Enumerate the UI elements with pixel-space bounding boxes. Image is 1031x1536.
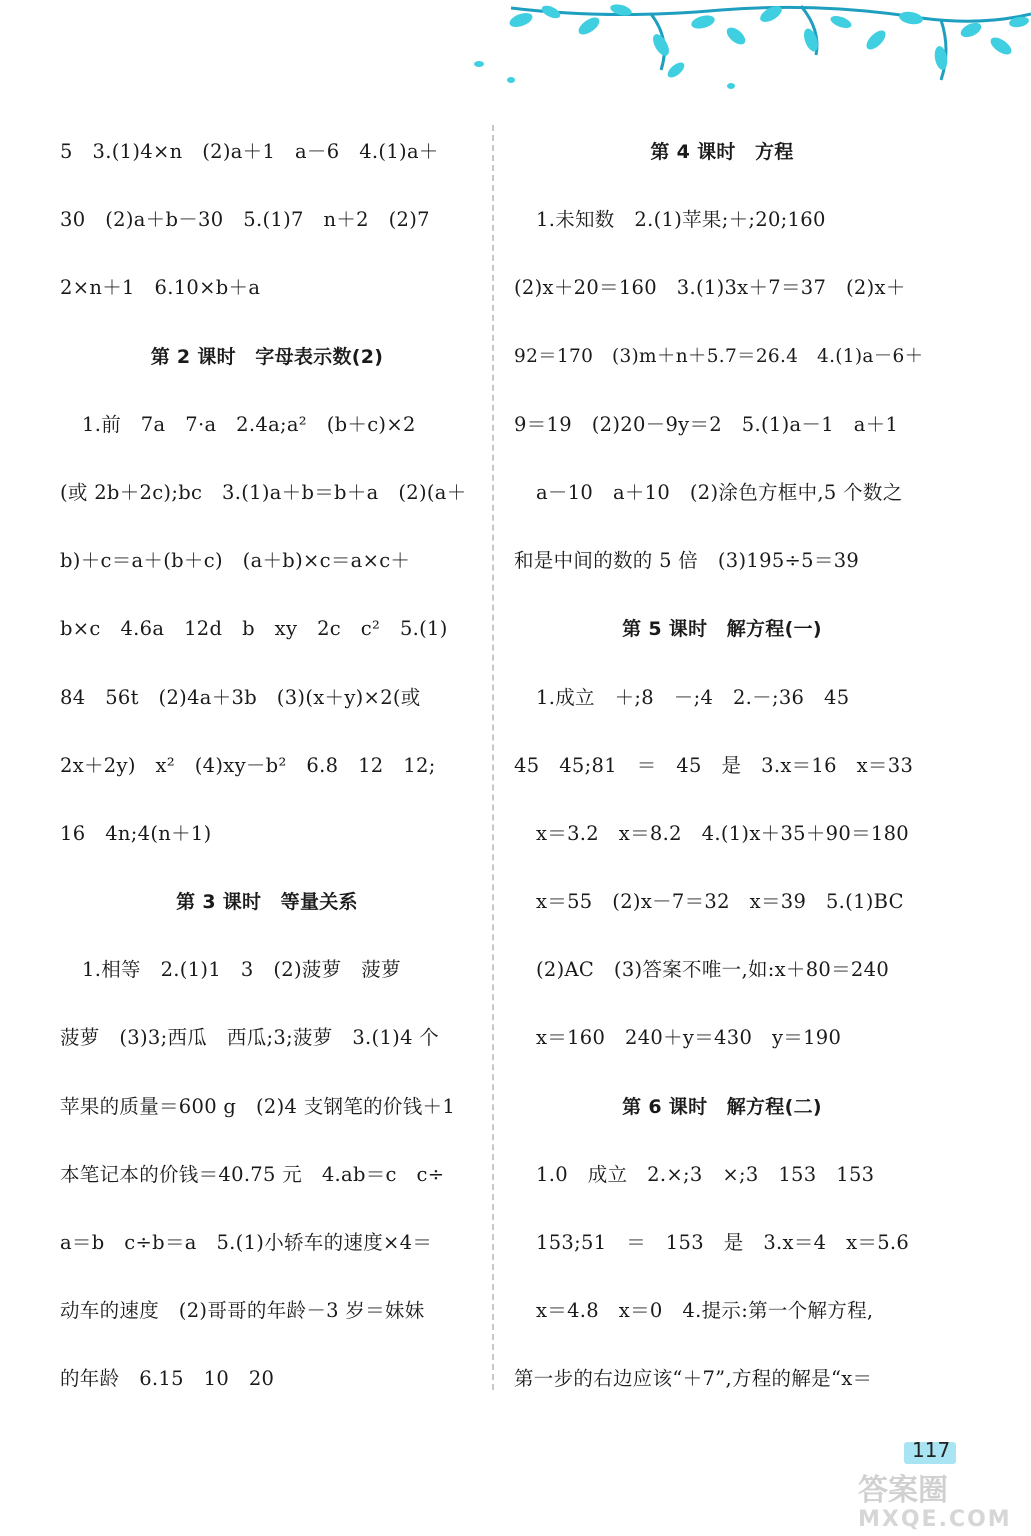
watermark-logo-text: 答案圈 — [858, 1473, 948, 1508]
right-answer-line: 1.成立 ＋;8 －;4 2.－;36 45 — [536, 685, 850, 709]
left-section-heading: 第 2 课时 字母表示数(2) — [150, 345, 384, 368]
left-answer-column — [60, 118, 474, 1414]
right-answer-line: (2)AC (3)答案不唯一,如:x＋80＝240 — [536, 958, 890, 982]
left-answer-line: b×c 4.6a 12d b xy 2c c² 5.(1) — [60, 617, 448, 641]
left-answer-line: 本笔记本的价钱＝40.75 元 4.ab＝c c÷ — [60, 1162, 445, 1186]
left-section-heading: 第 3 课时 等量关系 — [176, 891, 358, 914]
left-answer-line: 2x＋2y) x² (4)xy－b² 6.8 12 12; — [60, 753, 436, 777]
left-answer-line: 5 3.(1)4×n (2)a＋1 a－6 4.(1)a＋ — [60, 140, 439, 163]
right-answer-line: 1.未知数 2.(1)苹果;＋;20;160 — [536, 208, 826, 232]
left-answer-line: 1.前 7a 7·a 2.4a;a² (b＋c)×2 — [82, 412, 416, 436]
left-answer-line: 16 4n;4(n＋1) — [60, 821, 212, 845]
left-answer-line: a＝b c÷b＝a 5.(1)小轿车的速度×4＝ — [60, 1231, 433, 1254]
left-answer-line: 苹果的质量＝600 g (2)4 支钢笔的价钱＋1 — [60, 1094, 456, 1118]
right-answer-line: x＝55 (2)x－7＝32 x＝39 5.(1)BC — [536, 890, 904, 914]
left-answer-line: 2×n＋1 6.10×b＋a — [60, 276, 261, 300]
left-answer-line: 的年龄 6.15 10 20 — [60, 1367, 275, 1391]
right-answer-line: 和是中间的数的 5 倍 (3)195÷5＝39 — [514, 549, 860, 573]
right-answer-line: (2)x＋20＝160 3.(1)3x＋7＝37 (2)x＋ — [514, 276, 906, 300]
right-section-heading: 第 5 课时 解方程(一) — [622, 618, 822, 641]
left-answer-line: 动车的速度 (2)哥哥的年龄－3 岁＝妹妹 — [60, 1299, 425, 1323]
left-answer-line: (或 2b＋2c);bc 3.(1)a＋b＝b＋a (2)(a＋ — [60, 480, 467, 504]
left-answer-line: 菠萝 (3)3;西瓜 西瓜;3;菠萝 3.(1)4 个 — [60, 1026, 440, 1050]
right-answer-line: 153;51 ＝ 153 是 3.x＝4 x＝5.6 — [536, 1231, 910, 1254]
right-answer-line: 第一步的右边应该“＋7”,方程的解是“x＝ — [514, 1367, 873, 1391]
left-answer-line: b)＋c＝a＋(b＋c) (a＋b)×c＝a×c＋ — [60, 549, 411, 573]
right-answer-line: 1.0 成立 2.×;3 ×;3 153 153 — [536, 1162, 875, 1186]
column-divider — [492, 125, 494, 1390]
page-number: 117 — [912, 1438, 951, 1462]
watermark-url: MXQE.COM — [858, 1507, 1012, 1530]
left-answer-line: 84 56t (2)4a＋3b (3)(x＋y)×2(或 — [60, 685, 421, 709]
right-answer-column — [514, 118, 930, 1414]
right-answer-line: 45 45;81 ＝ 45 是 3.x＝16 x＝33 — [514, 753, 914, 777]
left-answer-line: 30 (2)a＋b－30 5.(1)7 n＋2 (2)7 — [60, 208, 430, 232]
right-answer-line: a－10 a＋10 (2)涂色方框中,5 个数之 — [536, 480, 903, 504]
leaf-branch-decoration — [471, 0, 1031, 110]
right-section-heading: 第 6 课时 解方程(二) — [622, 1095, 822, 1118]
right-answer-line: x＝3.2 x＝8.2 4.(1)x＋35＋90＝180 — [536, 821, 909, 845]
watermark-logo — [856, 1470, 1016, 1530]
right-answer-line: 92＝170 (3)m＋n＋5.7＝26.4 4.(1)a－6＋ — [514, 345, 924, 367]
right-answer-line: x＝4.8 x＝0 4.提示:第一个解方程, — [536, 1299, 874, 1323]
left-answer-line: 1.相等 2.(1)1 3 (2)菠萝 菠萝 — [82, 958, 401, 982]
right-section-heading: 第 4 课时 方程 — [650, 141, 794, 163]
right-answer-line: 9＝19 (2)20－9y＝2 5.(1)a－1 a＋1 — [514, 412, 899, 436]
right-answer-line: x＝160 240＋y＝430 y＝190 — [536, 1026, 842, 1050]
